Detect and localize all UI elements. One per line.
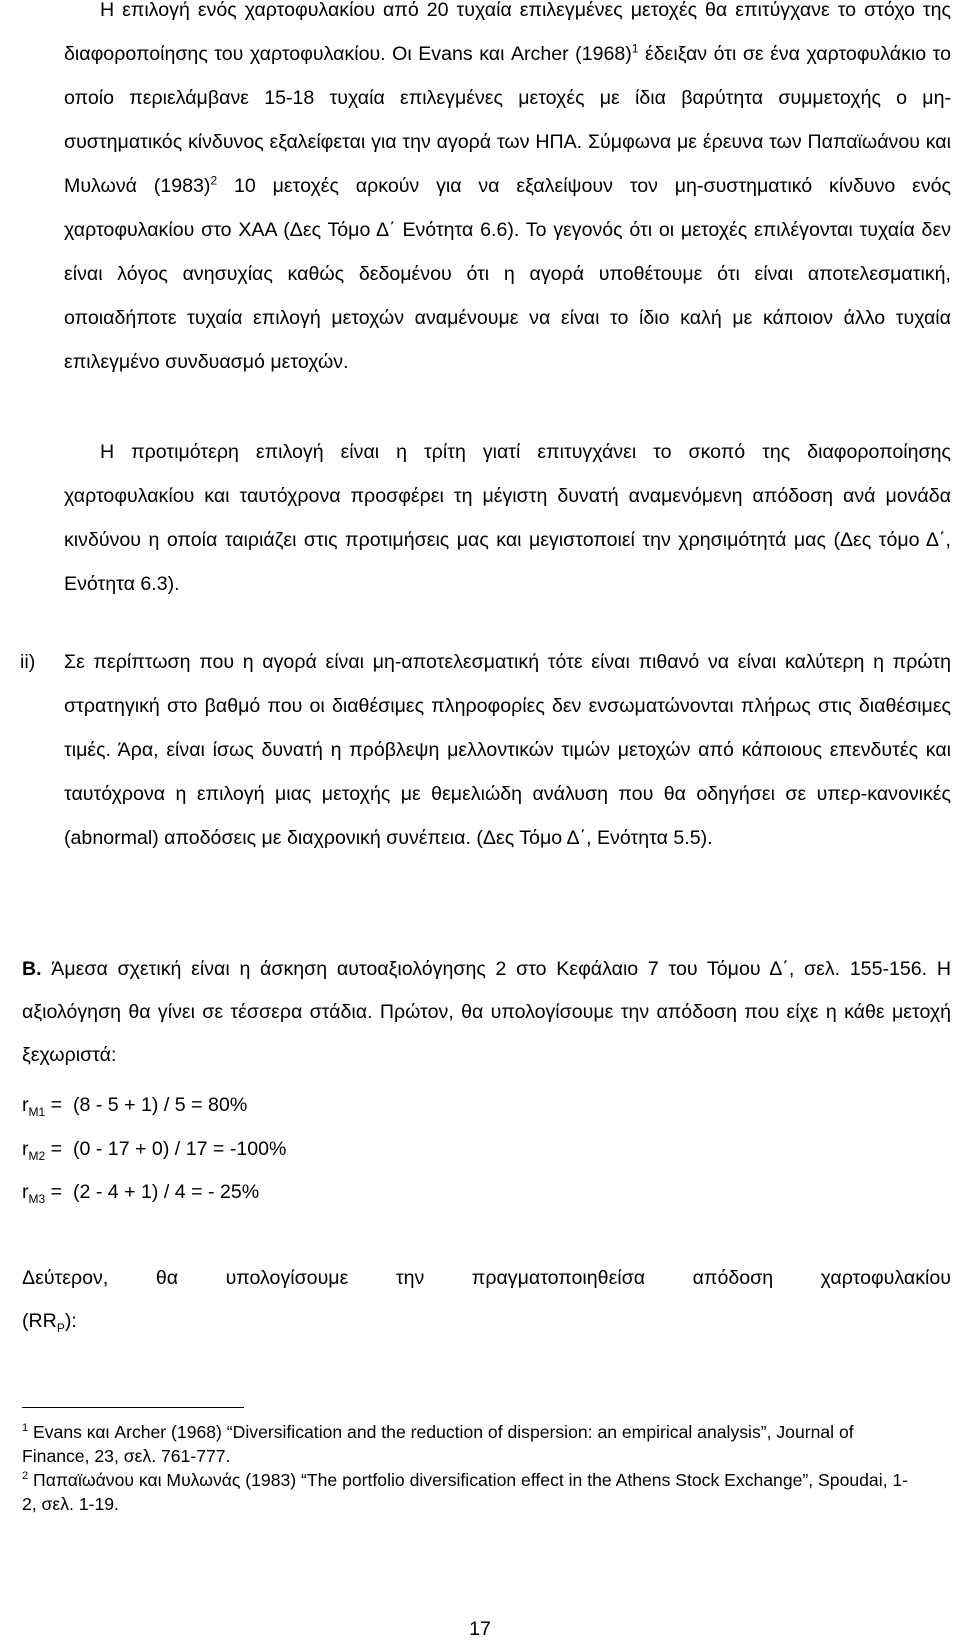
formula-subscript: P <box>56 1320 65 1335</box>
footnote-2 <box>22 1468 922 1516</box>
footnote-number: 2 <box>22 1470 29 1483</box>
paragraph-text-tail: 10 μετοχές αρκούν για να εξαλείψουν τον μη-συστηματικό κίνδυνο ενός χαρτοφυλακίου στο ΧΑΑ (Δες Τόμο Δ΄ Ενότητα 6.6). Το γεγονός ότι οι μετοχές επιλέγονται τυχαία δεν είναι λόγος ανησυχίας καθώς δεδομένου ότι η αγορά υποθέτουμε ότι είναι αποτελεσματική, οποιαδήποτε τυχαία επιλογή μετοχών αναμένουμε να είναι το ίδιο καλή με κάποιον άλλο τυχαία επιλεγμένο συνδυασμό μετοχών. <box>64 175 952 373</box>
formula-symbol: r <box>22 1138 29 1160</box>
section-b-label: B. <box>22 958 42 980</box>
formula-expression: ): <box>64 1310 77 1332</box>
footnote-separator <box>22 1407 244 1408</box>
footnote-text: Παπαϊωάνου και Μυλωνάς (1983) “The portfolio diversification effect in the Athens Stock Exchange”, Spoudai, 1-2, σελ. 1-19. <box>22 1470 909 1514</box>
second-step-paragraph: Δεύτερον, θα υπολογίσουμε την πραγματοποιηθείσα απόδοση χαρτοφυλακίου <box>22 1267 951 1289</box>
footnote-1 <box>22 1420 922 1468</box>
footnote-ref-2[interactable]: 2 <box>210 173 218 188</box>
footnote-ref-1[interactable]: 1 <box>631 41 639 56</box>
formula-expression: = (2 - 4 + 1) / 4 = - 25% <box>45 1181 260 1203</box>
section-b-text: Άμεσα σχετική είναι η άσκηση αυτοαξιολόγησης 2 στο Κεφάλαιο 7 του Τόμου Δ΄, σελ. 155-156. Η αξιολόγηση θα γίνει σε τέσσερα στάδια. Πρώτον, θα υπολογίσουμε την απόδοση που είχε η κάθε μετοχή ξεχωριστά: <box>22 958 951 1066</box>
formula-expression: = (8 - 5 + 1) / 5 = 80% <box>45 1094 248 1116</box>
formula-row <box>22 1128 286 1171</box>
formula-subscript: M2 <box>28 1148 46 1163</box>
page-number: 17 <box>469 1618 491 1640</box>
paragraph-text-mid: έδειξαν ότι σε ένα χαρτοφυλάκιο το οποίο περιελάμβανε 15-18 τυχαία επιλεγμένες μετοχές με ίδια βαρύτητα συμμετοχής ο μη-συστηματικός κίνδυνος εξαλείφεται για την αγορά των ΗΠΑ. Σύμφωνα με έρευνα των Παπαϊωάνου και Μυλωνά (1983) <box>64 43 951 197</box>
list-item-label: ii) <box>20 651 36 673</box>
formula-symbol: r <box>22 1094 29 1116</box>
formula-symbol: r <box>22 1181 29 1203</box>
paragraph-text-lead: Η επιλογή ενός χαρτοφυλακίου από 20 τυχαία επιλεγμένες μετοχές θα επιτύγχανε το στόχο της διαφοροποίησης του χαρτοφυλακίου. Οι Evans και Archer (1968) <box>64 0 951 65</box>
formula-expression: = (0 - 17 + 0) / 17 = -100% <box>45 1138 287 1160</box>
footnote-number: 1 <box>22 1422 29 1435</box>
list-item-ii-text: Σε περίπτωση που η αγορά είναι μη-αποτελεσματική τότε είναι πιθανό να είναι καλύτερη η πρώτη στρατηγική στο βαθμό που οι διαθέσιμες πληροφορίες δεν ενσωματώνονται πλήρως στις διαθέσιμες τιμές. Άρα, είναι ίσως δυνατή η πρόβλεψη μελλοντικών τιμών μετοχών από κάποιους επενδυτές και ταυτόχρονα η επιλογή μιας μετοχής με θεμελιώδη ανάλυση που θα οδηγήσει σε υπερ-κανονικές (abnormal) αποδόσεις με διαχρονική συνέπεια. (Δες Τόμο Δ΄, Ενότητα 5.5). <box>64 651 951 849</box>
formula-row <box>22 1084 247 1127</box>
formula-subscript: M3 <box>28 1191 46 1206</box>
paragraph-preferred-choice: Η προτιμότερη επιλογή είναι η τρίτη γιατί επιτυγχάνει το σκοπό της διαφοροποίησης χαρτοφυλακίου και ταυτόχρονα προσφέρει τη μέγιστη δυνατή αναμενόμενη απόδοση ανά μονάδα κινδύνου η οποία ταιριάζει στις προτιμήσεις μας και μεγιστοποιεί την χρησιμότητά μας (Δες τόμο Δ΄, Ενότητα 6.3). <box>64 441 951 595</box>
formula-row <box>22 1171 259 1214</box>
formula-symbol: (RR <box>22 1310 57 1332</box>
paragraph-random-selection <box>64 0 951 384</box>
portfolio-return-label <box>22 1300 77 1343</box>
footnote-text: Evans και Archer (1968) “Diversification and the reduction of dispersion: an empirical analysis”, Journal of Finance, 23, σελ. 761-777. <box>22 1422 854 1466</box>
section-b-paragraph <box>22 948 951 1077</box>
formula-subscript: M1 <box>28 1104 46 1119</box>
